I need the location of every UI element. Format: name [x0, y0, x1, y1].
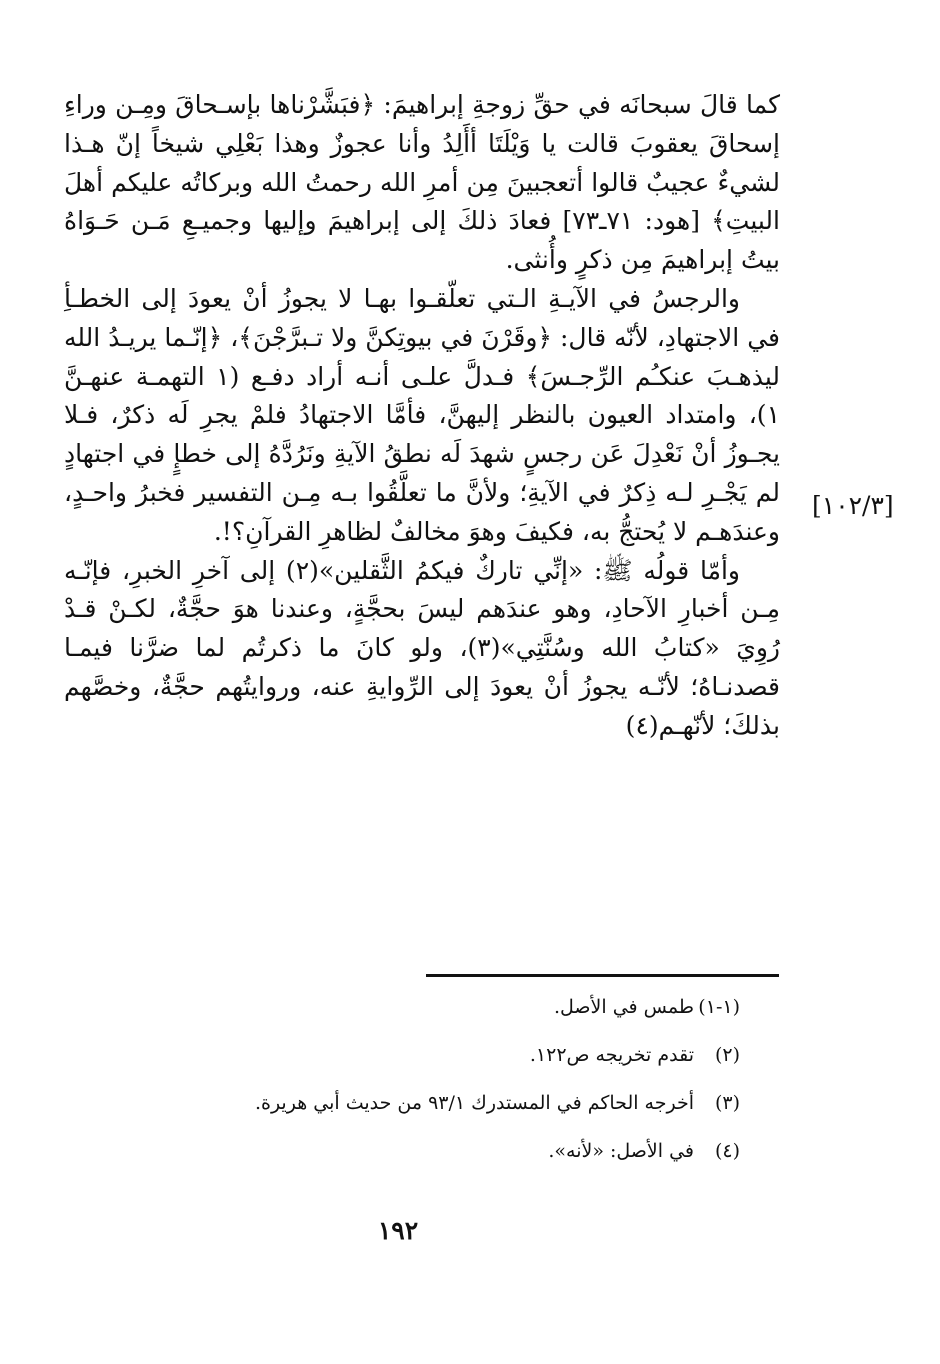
footnote-item	[150, 1140, 740, 1188]
footnote-number: (٣)	[714, 1092, 740, 1114]
paragraph: والرجسُ في الآيـةِ الـتي تعلّقـوا بهـا لا يجوزُ أنْ يعودَ إلى الخطـأِ في الاجتهادِ، لأنّه قال: ﴿وقَرْنَ في بيوتِكنَّ ولا تـبرَّجْنَ﴾، ﴿إنّـما يريـدُ الله ليذهـبَ عنكـُم الرِّجـسَ﴾ فـدلَّ علـى أنـه أراد دفـع (١ التهمـة عنهـنَّ ١)، وامتداد العيون بالنظر إليهنَّ، فأمَّا الاجتهادُ فلمْ يجرِ لَه ذكرٌ، فـلا يجـوزُ أنْ نَعْدِلَ عَن رجسٍ شهدَ لَه نطقُ الآيةِ ونَرُدَّهُ إلى خطإٍ في اجتهادٍ لم يَجْـرِ لـه ذِكرٌ في الآيةِ؛ ولأنَّ ما تعلَّقُوا بـه مِـن التفسير فخبرُ واحـدٍ، وعندَهـم لا يُحتجُّ به، فكيفَ وهوَ مخالفٌ لظاهرِ القرآنِ؟!.	[64, 283, 780, 546]
footnote-divider	[426, 974, 779, 977]
footnote-text: أخرجه الحاكم في المستدرك ٩٣/١ من حديث أبي هريرة.	[254, 1092, 694, 1114]
paragraph: كما قالَ سبحانَه في حقِّ زوجةِ إبراهيمَ: ﴿فبَشَّرْناها بإسـحاقَ ومِـن وراءِ إسحاقَ يعقوبَ قالت يا وَيْلَتَا أأَلِدُ وأنا عجوزٌ وهذا بَعْلِي شيخاً إنّ هـذا لشيءٌ عجيبٌ قالوا أتعجبينَ مِن أمرِ الله رحمتُ الله وبركاتُه عليكم أهلَ البيتِ﴾ [هود: ٧١ـ٧٣] فعادَ ذلكَ إلى إبراهيمَ وإليها وجميـعِ مَـن حَـوَاهُ بيتُ إبراهيمَ مِن ذكرٍ وأُنثى.	[64, 90, 780, 275]
footnotes-section	[150, 996, 740, 1188]
footnote-item	[150, 996, 740, 1044]
main-text-block	[64, 86, 780, 746]
margin-volume-page-reference: [١٠٢/٣]	[812, 491, 894, 520]
footnote-item	[150, 1092, 740, 1140]
footnote-item	[150, 1044, 740, 1092]
footnote-number: (٤)	[714, 1140, 740, 1162]
paragraph: وأمّا قولُه ﷺ: «إنِّي تاركٌ فيكمُ الثَّقلين»(٢) إلى آخرِ الخبرِ، فإنّـه مِـن أخبارِ الآحادِ، وهو عندَهم ليسَ بحجَّةٍ، وعندنا هوَ حجَّةٌ، لكـنْ قـدْ رُوِيَ «كتابُ الله وسُنَّتِي»(٣)، ولو كانَ ما ذكرتُم لما ضرَّنا فيمـا قصدنـاهُ؛ لأنّـه يجوزُ أنْ يعودَ إلى الرِّوايةِ عنه، وروايتُهم حجَّةٌ، وخصَّهم بذلكَ؛ لأنّهـم(٤)	[64, 555, 781, 740]
page-number: ١٩٢	[377, 1216, 419, 1245]
footnote-text: طمس في الأصل.	[553, 996, 694, 1018]
footnote-number: (١-١)	[698, 996, 740, 1018]
footnote-number: (٢)	[714, 1044, 740, 1066]
footnote-text: تقدم تخريجه ص١٢٢.	[529, 1044, 694, 1066]
footnote-text: في الأصل: «لأنه».	[548, 1140, 694, 1162]
